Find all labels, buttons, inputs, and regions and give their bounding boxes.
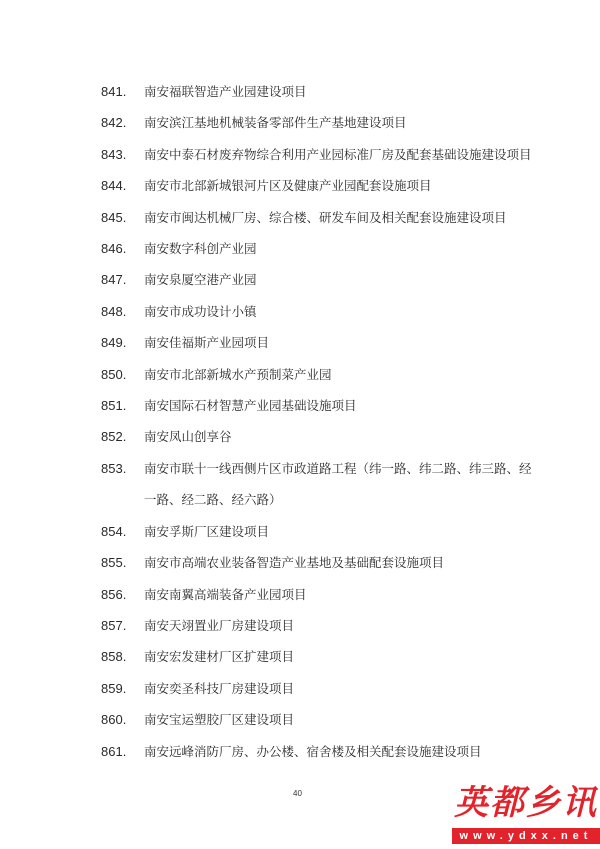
list-item xyxy=(101,673,541,704)
list-item xyxy=(101,547,541,578)
page-number: 40 xyxy=(293,789,302,798)
item-text: 南安国际石材智慧产业园基础设施项目 xyxy=(144,398,357,414)
item-number: 856. xyxy=(101,586,127,602)
list-item xyxy=(101,579,541,610)
list-item xyxy=(101,107,541,138)
item-text: 南安天翊置业厂房建设项目 xyxy=(144,617,295,633)
item-number: 852. xyxy=(101,429,127,445)
item-text: 南安市北部新城水产预制菜产业园 xyxy=(144,366,332,382)
item-number: 861. xyxy=(101,743,127,759)
item-text: 南安市北部新城银河片区及健康产业园配套设施项目 xyxy=(144,178,432,194)
list-item xyxy=(101,233,541,264)
item-text: 南安凤山创享谷 xyxy=(144,429,232,445)
item-text: 南安南翼高端装备产业园项目 xyxy=(144,586,307,602)
list-item xyxy=(101,264,541,295)
item-number: 843. xyxy=(101,146,127,162)
item-number: 857. xyxy=(101,617,127,633)
item-number: 855. xyxy=(101,555,127,571)
item-number: 860. xyxy=(101,712,127,728)
list-item xyxy=(101,170,541,201)
item-text: 南安市高端农业装备智造产业基地及基础配套设施项目 xyxy=(144,555,445,571)
item-number: 850. xyxy=(101,366,127,382)
item-text: 南安孚斯厂区建设项目 xyxy=(144,523,270,539)
item-number: 853. xyxy=(101,460,127,476)
item-number: 859. xyxy=(101,680,127,696)
item-text: 南安佳福斯产业园项目 xyxy=(144,335,270,351)
item-text: 南安市联十一线西侧片区市政道路工程（纬一路、纬二路、纬三路、经一路、经二路、经六路） xyxy=(144,460,532,508)
item-number: 854. xyxy=(101,523,127,539)
item-text: 南安中泰石材废弃物综合利用产业园标准厂房及配套基础设施建设项目 xyxy=(144,146,532,162)
item-number: 849. xyxy=(101,335,127,351)
item-text: 南安远峰消防厂房、办公楼、宿舍楼及相关配套设施建设项目 xyxy=(144,743,482,759)
list-item xyxy=(101,610,541,641)
list-item xyxy=(101,421,541,452)
item-number: 846. xyxy=(101,241,127,257)
item-text: 南安数字科创产业园 xyxy=(144,241,257,257)
list-item xyxy=(101,516,541,547)
item-text: 南安福联智造产业园建设项目 xyxy=(144,84,307,99)
list-item xyxy=(101,139,541,170)
item-text: 南安奕圣科技厂房建设项目 xyxy=(144,680,295,696)
list-item xyxy=(101,453,541,516)
item-number: 847. xyxy=(101,272,127,288)
list-item xyxy=(101,359,541,390)
item-text: 南安宏发建材厂区扩建项目 xyxy=(144,649,295,665)
item-number: 844. xyxy=(101,178,127,194)
item-text: 南安滨江基地机械装备零部件生产基地建设项目 xyxy=(144,115,407,131)
item-text: 南安宝运塑胶厂区建设项目 xyxy=(144,712,295,728)
list-item xyxy=(101,76,541,107)
item-number: 842. xyxy=(101,115,127,131)
item-text: 南安泉厦空港产业园 xyxy=(144,272,257,288)
project-list xyxy=(101,76,541,767)
item-number: 848. xyxy=(101,303,127,319)
item-number: 845. xyxy=(101,209,127,225)
item-text: 南安市成功设计小镇 xyxy=(144,303,257,319)
list-item xyxy=(101,390,541,421)
list-item xyxy=(101,327,541,358)
list-item xyxy=(101,736,541,767)
watermark-url: www.ydxx.net xyxy=(452,828,600,844)
item-text: 南安市闽达机械厂房、综合楼、研发车间及相关配套设施建设项目 xyxy=(144,209,507,225)
item-number: 858. xyxy=(101,649,127,665)
watermark-title: 英都乡讯 xyxy=(454,783,598,823)
watermark-logo xyxy=(452,780,600,849)
list-item xyxy=(101,202,541,233)
item-number: 841. xyxy=(101,84,127,99)
list-item xyxy=(101,704,541,735)
item-number: 851. xyxy=(101,398,127,414)
list-item xyxy=(101,296,541,327)
list-item xyxy=(101,641,541,672)
